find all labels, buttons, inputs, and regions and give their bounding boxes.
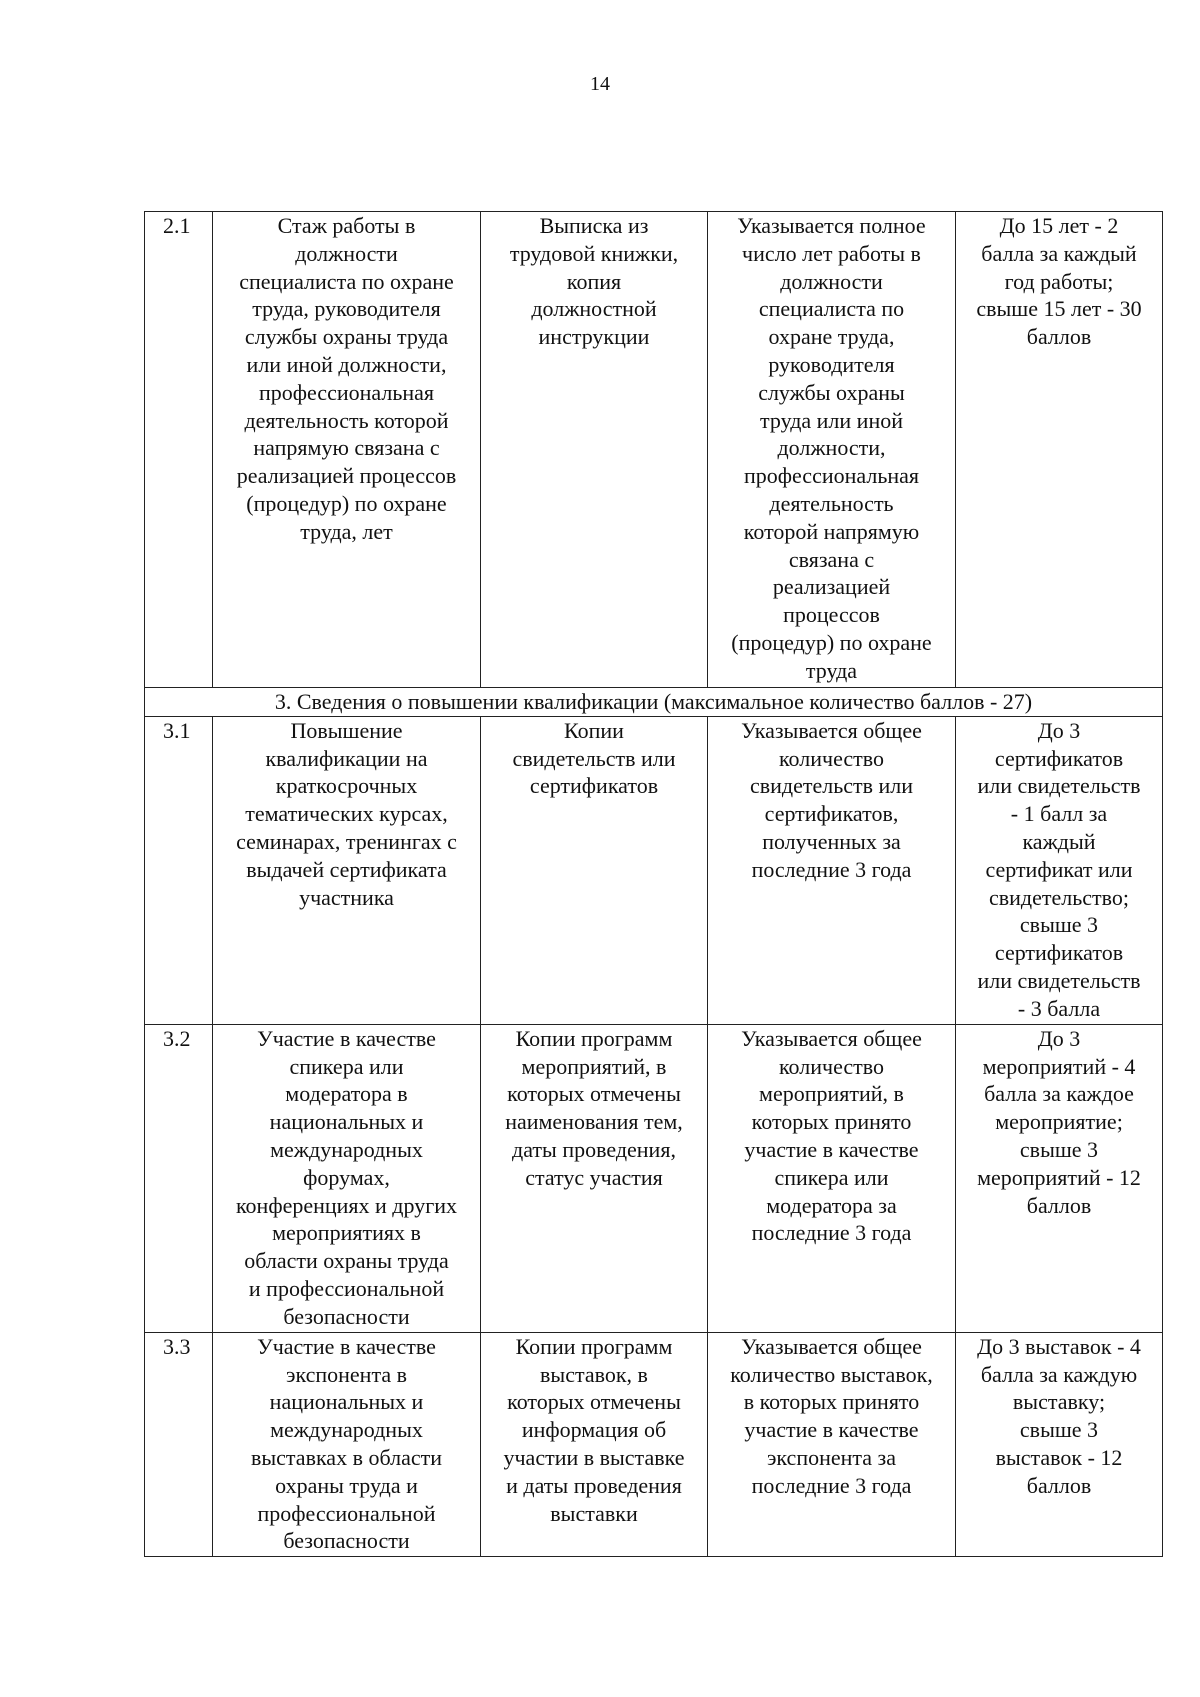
section-title: 3. Сведения о повышении квалификации (максимальное количество баллов - 27) bbox=[145, 688, 1163, 717]
description-cell: Указывается общее количество свидетельств или сертификатов, полученных за последние 3 года bbox=[708, 716, 956, 1024]
document-cell: Выписка из трудовой книжки, копия должностной инструкции bbox=[481, 212, 708, 688]
description-cell: Указывается общее количество выставок, в которых принято участие в качестве экспонента за последние 3 года bbox=[708, 1332, 956, 1556]
document-cell: Копии свидетельств или сертификатов bbox=[481, 716, 708, 1024]
page-number: 14 bbox=[590, 73, 610, 95]
description-cell: Указывается общее количество мероприятий, в которых принято участие в качестве спикера или модератора за последние 3 года bbox=[708, 1024, 956, 1332]
row-number: 2.1 bbox=[145, 212, 213, 688]
points-cell: До 3 сертификатов или свидетельств - 1 балл за каждый сертификат или свидетельство; свыше 3 сертификатов или свидетельств - 3 балла bbox=[956, 716, 1163, 1024]
table-row bbox=[145, 1024, 1163, 1332]
points-cell: До 3 выставок - 4 балла за каждую выставку; свыше 3 выставок - 12 баллов bbox=[956, 1332, 1163, 1556]
table-row bbox=[145, 716, 1163, 1024]
criteria-table bbox=[144, 211, 1163, 1557]
table-row bbox=[145, 212, 1163, 688]
table-row bbox=[145, 1332, 1163, 1556]
row-number: 3.2 bbox=[145, 1024, 213, 1332]
document-cell: Копии программ мероприятий, в которых отмечены наименования тем, даты проведения, статус участия bbox=[481, 1024, 708, 1332]
description-cell: Указывается полное число лет работы в должности специалиста по охране труда, руководителя службы охраны труда или иной должности, профессиональная деятельность которой напрямую связана с реализацией процессов (процедур) по охране труда bbox=[708, 212, 956, 688]
document-cell: Копии программ выставок, в которых отмечены информация об участии в выставке и даты проведения выставки bbox=[481, 1332, 708, 1556]
criterion-cell: Повышение квалификации на краткосрочных тематических курсах, семинарах, тренингах с выдачей сертификата участника bbox=[213, 716, 481, 1024]
criterion-cell: Участие в качестве спикера или модератора в национальных и международных форумах, конференциях и других мероприятиях в области охраны труда и профессиональной безопасности bbox=[213, 1024, 481, 1332]
points-cell: До 15 лет - 2 балла за каждый год работы; свыше 15 лет - 30 баллов bbox=[956, 212, 1163, 688]
section-header-row bbox=[145, 688, 1163, 717]
criterion-cell: Стаж работы в должности специалиста по охране труда, руководителя службы охраны труда или иной должности, профессиональная деятельность которой напрямую связана с реализацией процессов (процедур) по охране труда, лет bbox=[213, 212, 481, 688]
criterion-cell: Участие в качестве экспонента в национальных и международных выставках в области охраны труда и профессиональной безопасности bbox=[213, 1332, 481, 1556]
row-number: 3.1 bbox=[145, 716, 213, 1024]
row-number: 3.3 bbox=[145, 1332, 213, 1556]
points-cell: До 3 мероприятий - 4 балла за каждое мероприятие; свыше 3 мероприятий - 12 баллов bbox=[956, 1024, 1163, 1332]
